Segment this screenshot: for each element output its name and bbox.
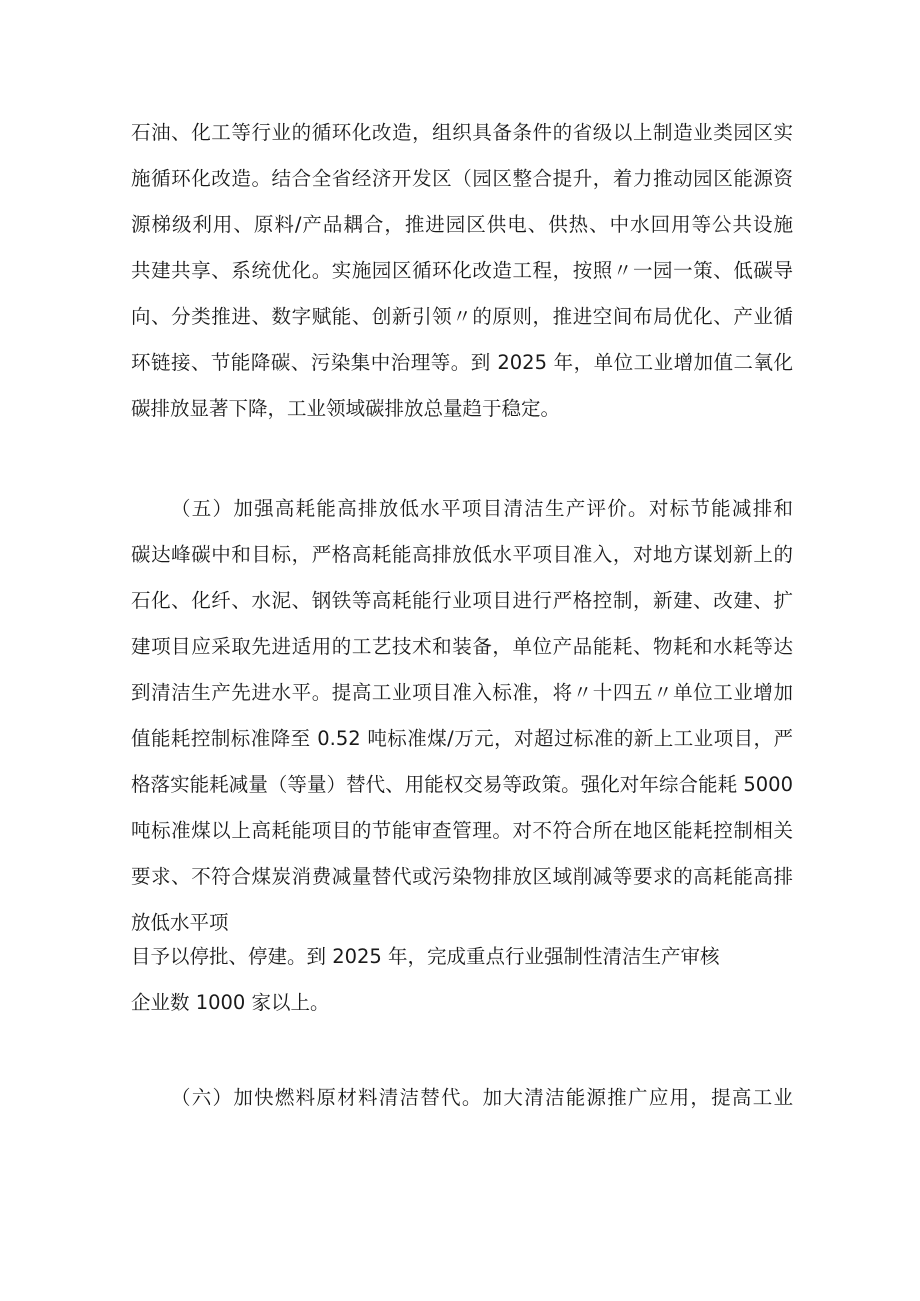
paragraph-2-line-10: 放低水平项	[131, 911, 229, 934]
paragraph-1-line-5: 向、分类推进、数字赋能、创新引领〃的原则，推进空间布局优化、产业循	[131, 305, 793, 328]
paragraph-2-line-5: 到清洁生产先进水平。提高工业项目准入标准，将〃十四五〃单位工业增加	[131, 681, 793, 704]
paragraph-1-line-1: 石油、化工等行业的循环化改造，组织具备条件的省级以上制造业类园区实	[131, 121, 793, 144]
paragraph-2-line-1: （五）加强高耗能高排放低水平项目清洁生产评价。对标节能减排和	[171, 497, 793, 520]
paragraph-2-line-4: 建项目应采取先进适用的工艺技术和装备，单位产品能耗、物耗和水耗等达	[131, 635, 793, 658]
paragraph-2-line-3: 石化、化纤、水泥、钢铁等高耗能行业项目进行严格控制，新建、改建、扩	[131, 589, 793, 612]
paragraph-2-line-9: 要求、不符合煤炭消费减量替代或污染物排放区域削减等要求的高耗能高排	[131, 865, 793, 888]
paragraph-1-line-4: 共建共享、系统优化。实施园区循环化改造工程，按照〃一园一策、低碳导	[131, 259, 793, 282]
paragraph-2-line-6: 值能耗控制标准降至 0.52 吨标准煤/万元，对超过标准的新上工业项目，严	[131, 727, 793, 750]
paragraph-3-line-1: （六）加快燃料原材料清洁替代。加大清洁能源推广应用，提高工业	[171, 1086, 793, 1109]
paragraph-1-line-2: 施循环化改造。结合全省经济开发区（园区整合提升，着力推动园区能源资	[131, 167, 793, 190]
paragraph-2-line-2: 碳达峰碳中和目标，严格高耗能高排放低水平项目准入，对地方谋划新上的	[131, 543, 793, 566]
paragraph-2-line-12: 企业数 1000 家以上。	[131, 991, 330, 1014]
paragraph-2-line-11: 目予以停批、停建。到 2025 年，完成重点行业强制性清洁生产审核	[131, 945, 720, 968]
paragraph-2-line-8: 吨标准煤以上高耗能项目的节能审查管理。对不符合所在地区能耗控制相关	[131, 819, 793, 842]
paragraph-1-line-3: 源梯级利用、原料/产品耦合，推进园区供电、供热、中水回用等公共设施	[131, 213, 793, 236]
paragraph-2-line-7: 格落实能耗减量（等量）替代、用能权交易等政策。强化对年综合能耗 5000	[131, 773, 793, 796]
paragraph-1-line-7: 碳排放显著下降，工业领域碳排放总量趋于稳定。	[131, 397, 561, 420]
paragraph-1-line-6: 环链接、节能降碳、污染集中治理等。到 2025 年，单位工业增加值二氧化	[131, 351, 793, 374]
